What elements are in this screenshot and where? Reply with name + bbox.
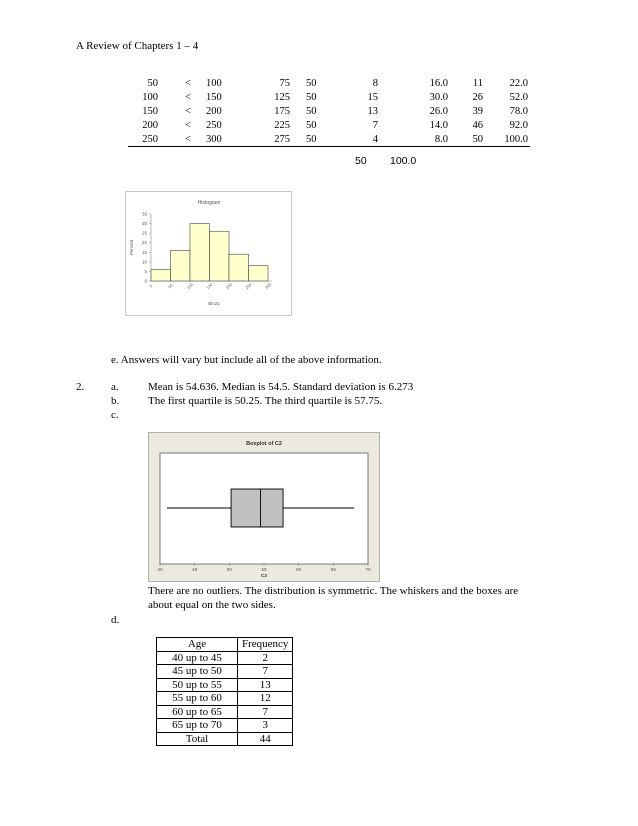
x-tick-label: 0 <box>148 283 154 289</box>
part-a-text: Mean is 54.636. Median is 54.5. Standard deviation is 6.273 <box>148 381 414 393</box>
x-tick-label: 45 <box>191 568 198 573</box>
histogram-bar <box>249 266 269 281</box>
table-cell: 50 <box>147 78 158 89</box>
x-tick-label: 40 <box>157 568 163 573</box>
frequency-cell: 12 <box>238 692 293 706</box>
x-tick-label: 250 <box>244 281 253 291</box>
table-cell: 275 <box>274 134 290 145</box>
total-value-cell: 44 <box>238 732 293 746</box>
frequency-table <box>128 77 530 147</box>
table-cell: 46 <box>472 120 483 131</box>
table-cell: 8.0 <box>434 134 448 145</box>
part-c-label: c. <box>111 409 119 421</box>
question-number: 2. <box>76 381 85 393</box>
table-cell: 50 <box>306 120 317 131</box>
table-cell: 300 <box>206 134 222 145</box>
y-tick-label: 25 <box>141 230 147 236</box>
table-row-total <box>157 732 293 746</box>
part-c-text-1: There are no outliers. The distribution is symmetric. The whiskers and the boxes are <box>148 585 519 597</box>
col-header-age: Age <box>157 638 238 652</box>
table-row <box>157 705 293 719</box>
table-cell: 75 <box>279 78 290 89</box>
table-cell: 50 <box>306 92 317 103</box>
x-axis-label: Bin21 <box>208 301 220 306</box>
y-tick-label: 35 <box>141 211 147 217</box>
table-row <box>157 719 293 733</box>
table-cell: 175 <box>274 106 290 117</box>
table-cell: 52.0 <box>509 92 528 103</box>
table-cell: 50 <box>306 134 317 145</box>
table-row <box>128 133 530 147</box>
table-cell: < <box>185 78 191 89</box>
x-tick-label: 100 <box>185 281 195 291</box>
x-tick-label: 50 <box>226 568 233 573</box>
answer-e: e. Answers will vary but include all of the above information. <box>111 354 382 366</box>
frequency-cell: 7 <box>238 705 293 719</box>
table-cell: 92.0 <box>509 120 528 131</box>
page-header: A Review of Chapters 1 – 4 <box>76 40 199 52</box>
table-cell: 250 <box>206 120 222 131</box>
table-cell: 225 <box>274 120 290 131</box>
table-cell: 100 <box>206 78 222 89</box>
frequency-cell: 7 <box>238 665 293 679</box>
table-cell: < <box>185 106 191 117</box>
histogram-bar <box>171 250 191 281</box>
histogram-bar <box>229 254 249 281</box>
table-row <box>128 77 530 91</box>
x-axis-label: C2 <box>260 574 268 579</box>
table-cell: 26.0 <box>429 106 448 117</box>
table-cell: 13 <box>367 106 378 117</box>
table-row <box>157 651 293 665</box>
table-row <box>128 105 530 119</box>
table-cell: < <box>185 92 191 103</box>
table-cell: 11 <box>472 78 483 89</box>
y-axis-label: Percent <box>129 239 134 256</box>
table-cell: < <box>185 120 191 131</box>
table-cell: 30.0 <box>429 92 448 103</box>
x-tick-label: 65 <box>330 568 337 573</box>
total-percent: 100.0 <box>390 155 417 167</box>
total-label-cell: Total <box>157 732 238 746</box>
box-iqr <box>231 489 283 527</box>
x-tick-label: 60 <box>295 568 302 573</box>
table-cell: 15 <box>367 92 378 103</box>
table-cell: 200 <box>142 120 158 131</box>
x-tick-label: 50 <box>167 282 174 290</box>
frequency-cell: 2 <box>238 651 293 665</box>
boxplot-title: Boxplot of C2 <box>246 441 282 447</box>
table-row <box>157 678 293 692</box>
table-cell: 22.0 <box>509 78 528 89</box>
table-cell: 100 <box>142 92 158 103</box>
table-row <box>157 665 293 679</box>
table-cell: < <box>185 134 191 145</box>
table-cell: 50 <box>306 78 317 89</box>
part-b-label: b. <box>111 395 120 407</box>
boxplot-chart <box>148 432 380 582</box>
table-cell: 125 <box>274 92 290 103</box>
x-tick-label: 200 <box>224 281 234 291</box>
y-tick-label: 15 <box>141 249 147 255</box>
histogram-bar <box>210 231 230 281</box>
part-d-label: d. <box>111 614 120 626</box>
table-cell: 150 <box>206 92 222 103</box>
part-c-text-2: about equal on the two sides. <box>148 599 276 611</box>
age-cell: 40 up to 45 <box>157 651 238 665</box>
part-a-label: a. <box>111 381 119 393</box>
age-cell: 55 up to 60 <box>157 692 238 706</box>
table-cell: 50 <box>306 106 317 117</box>
table-cell: 8 <box>372 78 378 89</box>
total-count: 50 <box>355 155 367 167</box>
histogram-title: Histogram <box>197 200 221 206</box>
frequency-cell: 13 <box>238 678 293 692</box>
age-cell: 50 up to 55 <box>157 678 238 692</box>
table-row <box>128 91 530 105</box>
table-cell: 39 <box>472 106 483 117</box>
table-cell: 150 <box>142 106 158 117</box>
y-tick-label: 5 <box>144 268 147 274</box>
part-b-text: The first quartile is 50.25. The third quartile is 57.75. <box>148 395 383 407</box>
y-tick-label: 10 <box>141 259 147 265</box>
table-cell: 14.0 <box>429 120 448 131</box>
table-cell: 4 <box>372 134 378 145</box>
table-cell: 26 <box>472 92 483 103</box>
histogram-bar <box>151 270 171 281</box>
table-row <box>157 692 293 706</box>
histogram-chart <box>125 191 292 316</box>
age-cell: 60 up to 65 <box>157 705 238 719</box>
table-cell: 250 <box>142 134 158 145</box>
x-tick-label: 150 <box>205 281 214 291</box>
table-cell: 16.0 <box>429 78 448 89</box>
histogram-bar <box>190 224 210 281</box>
table-cell: 7 <box>372 120 378 131</box>
x-tick-label: 55 <box>261 568 267 573</box>
y-tick-label: 30 <box>141 221 147 227</box>
y-tick-label: 0 <box>144 278 147 284</box>
table-rule <box>128 146 530 147</box>
y-tick-label: 20 <box>141 240 147 246</box>
age-cell: 45 up to 50 <box>157 665 238 679</box>
x-tick-label: 300 <box>263 281 273 291</box>
x-tick-label: 70 <box>365 568 371 573</box>
age-frequency-table <box>156 637 293 746</box>
table-row <box>128 119 530 133</box>
table-cell: 200 <box>206 106 222 117</box>
table-cell: 50 <box>472 134 483 145</box>
table-cell: 78.0 <box>509 106 528 117</box>
col-header-frequency: Frequency <box>238 638 293 652</box>
age-cell: 65 up to 70 <box>157 719 238 733</box>
frequency-cell: 3 <box>238 719 293 733</box>
table-cell: 100.0 <box>504 134 528 145</box>
